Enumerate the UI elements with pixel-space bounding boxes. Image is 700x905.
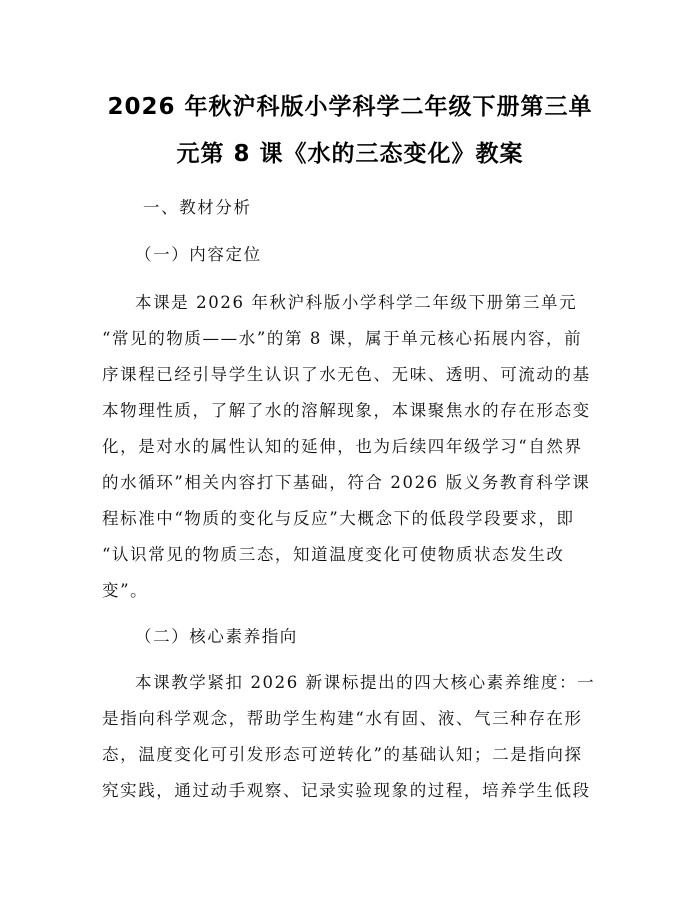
paragraph-2-line: 态，温度变化可引发形态可逆转化”的基础认知；二是指向探 (102, 745, 583, 764)
paragraph-1-line: 程标准中“物质的变化与反应”大概念下的低段学段要求，即 (102, 509, 575, 528)
paragraph-2-line: 究实践，通过动手观察、记录实验现象的过程，培养学生低段 (102, 781, 591, 800)
paragraph-1-line: “常见的物质——水”的第 8 课，属于单元核心拓展内容，前 (102, 329, 583, 348)
document-title-line-1: 2026 年秋沪科版小学科学二年级下册第三单 (107, 94, 593, 120)
paragraph-1-line: 序课程已经引导学生认识了水无色、无味、透明、可流动的基 (102, 365, 591, 384)
paragraph-1-line: 变”。 (102, 581, 149, 600)
paragraph-1-line: 本物理性质，了解了水的溶解现象，本课聚焦水的存在形态变 (102, 401, 591, 420)
paragraph-2-line: 是指向科学观念，帮助学生构建“水有固、液、气三种存在形 (102, 709, 583, 728)
paragraph-2-line: 本课教学紧扣 2026 新课标提出的四大核心素养维度：一 (135, 673, 596, 692)
paragraph-1-line: 化，是对水的属性认知的延伸，也为后续四年级学习“自然界 (102, 437, 583, 456)
subsection-heading-content-positioning: （一）内容定位 (135, 245, 262, 264)
paragraph-1-line: 本课是 2026 年秋沪科版小学科学二年级下册第三单元 (135, 293, 578, 312)
subsection-heading-core-competencies: （二）核心素养指向 (135, 627, 298, 646)
document-title-line-2: 元第 8 课《水的三态变化》教案 (176, 141, 524, 167)
paragraph-1-line: 的水循环”相关内容打下基础，符合 2026 版义务教育科学课 (102, 473, 591, 492)
section-heading-textbook-analysis: 一、教材分析 (143, 198, 252, 217)
paragraph-1-line: “认识常见的物质三态，知道温度变化可使物质状态发生改 (102, 545, 565, 564)
